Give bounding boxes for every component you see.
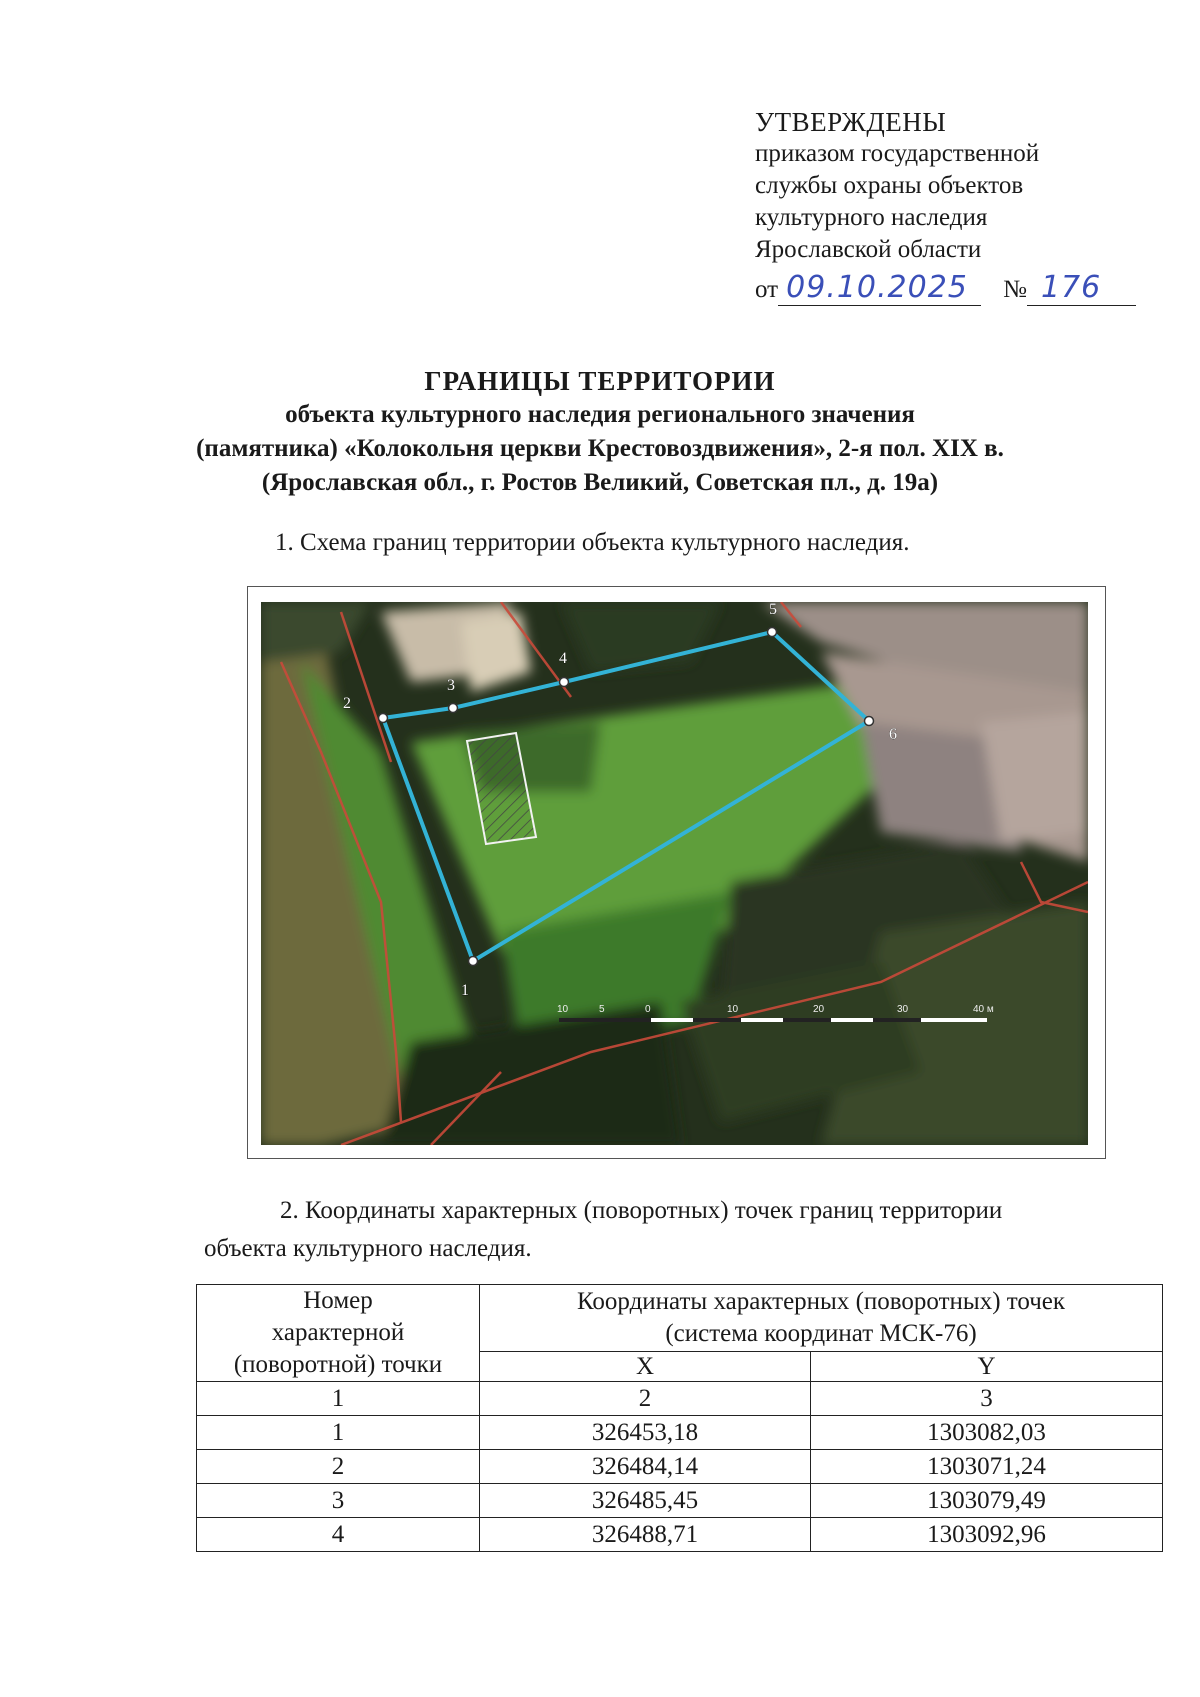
date-prefix: от [755, 276, 779, 303]
boundary-scheme-map [261, 602, 1088, 1145]
scale-label: 10 [727, 1004, 739, 1015]
index-cell: 1 [197, 1382, 480, 1416]
table-row [197, 1416, 1163, 1450]
scale-label: 0 [645, 1004, 651, 1015]
approval-line: культурного наследия [755, 204, 988, 231]
section-2-line2: объекта культурного наследия. [204, 1235, 532, 1262]
header-y: Y [811, 1352, 1163, 1382]
boundary-point-3 [449, 704, 458, 713]
y-value: 1303082,03 [811, 1416, 1163, 1450]
order-date-number-line [755, 266, 1155, 306]
x-value: 326485,45 [480, 1484, 811, 1518]
point-label-1: 1 [461, 982, 469, 999]
point-label-5: 5 [769, 602, 777, 618]
boundary-point-4 [560, 678, 569, 687]
table-row [197, 1518, 1163, 1552]
x-value: 326484,14 [480, 1450, 811, 1484]
heading-title: ГРАНИЦЫ ТЕРРИТОРИИ [424, 366, 776, 396]
boundary-point-1 [469, 957, 478, 966]
coordinates-table [196, 1284, 1163, 1552]
point-label-6: 6 [889, 726, 897, 743]
index-cell: 3 [811, 1382, 1163, 1416]
y-value: 1303079,49 [811, 1484, 1163, 1518]
y-value: 1303092,96 [811, 1518, 1163, 1552]
header-line: Координаты характерных (поворотных) точек [576, 1288, 1066, 1315]
point-number: 1 [197, 1416, 480, 1450]
header-line: (поворотной) точки [233, 1351, 443, 1378]
index-cell: 2 [480, 1382, 811, 1416]
header-coordinates [480, 1285, 1163, 1352]
approval-title: УТВЕРЖДЕНЫ [755, 107, 947, 137]
heading-line: объекта культурного наследия регионального значения [285, 401, 915, 428]
y-value: 1303071,24 [811, 1450, 1163, 1484]
approval-line: Ярославской области [755, 236, 982, 263]
point-label-4: 4 [559, 650, 567, 667]
boundary-point-6 [865, 717, 874, 726]
approval-line: приказом государственной [755, 140, 1040, 167]
heading-line: (памятника) «Колокольня церкви Крестовоздвижения», 2-я пол. XIX в. [196, 435, 1004, 462]
scale-label: 5 [599, 1004, 605, 1015]
header-x: X [480, 1352, 811, 1382]
point-number: 3 [197, 1484, 480, 1518]
point-number: 2 [197, 1450, 480, 1484]
header-line: Номер [303, 1287, 373, 1314]
table-index-row [197, 1382, 1163, 1416]
scale-label: 20 [813, 1004, 825, 1015]
section-2-line1: 2. Координаты характерных (поворотных) точек границ территории [280, 1197, 1003, 1224]
boundary-point-5 [768, 628, 777, 637]
handwritten-date: 09.10.2025 [778, 271, 981, 306]
table-row [197, 1484, 1163, 1518]
header-line: (система координат МСК-76) [665, 1320, 977, 1347]
scale-label: 40 м [973, 1004, 994, 1015]
document-heading [0, 364, 1200, 500]
heading-line: (Ярославская обл., г. Ростов Великий, Советская пл., д. 19а) [261, 469, 939, 496]
scale-label: 10 [557, 1004, 569, 1015]
scale-label: 30 [897, 1004, 909, 1015]
point-label-2: 2 [343, 695, 351, 712]
header-point-number [197, 1285, 480, 1382]
approval-line: службы охраны объектов [755, 172, 1024, 199]
point-number: 4 [197, 1518, 480, 1552]
header-line: характерной [271, 1319, 405, 1346]
boundary-point-2 [379, 714, 388, 723]
point-label-3: 3 [447, 677, 455, 694]
table-row [197, 1450, 1163, 1484]
number-prefix: № [1003, 276, 1027, 303]
handwritten-number: 176 [1027, 271, 1136, 306]
section-1-caption: 1. Схема границ территории объекта культурного наследия. [275, 529, 910, 556]
x-value: 326488,71 [480, 1518, 811, 1552]
x-value: 326453,18 [480, 1416, 811, 1450]
approval-block [755, 106, 1155, 306]
